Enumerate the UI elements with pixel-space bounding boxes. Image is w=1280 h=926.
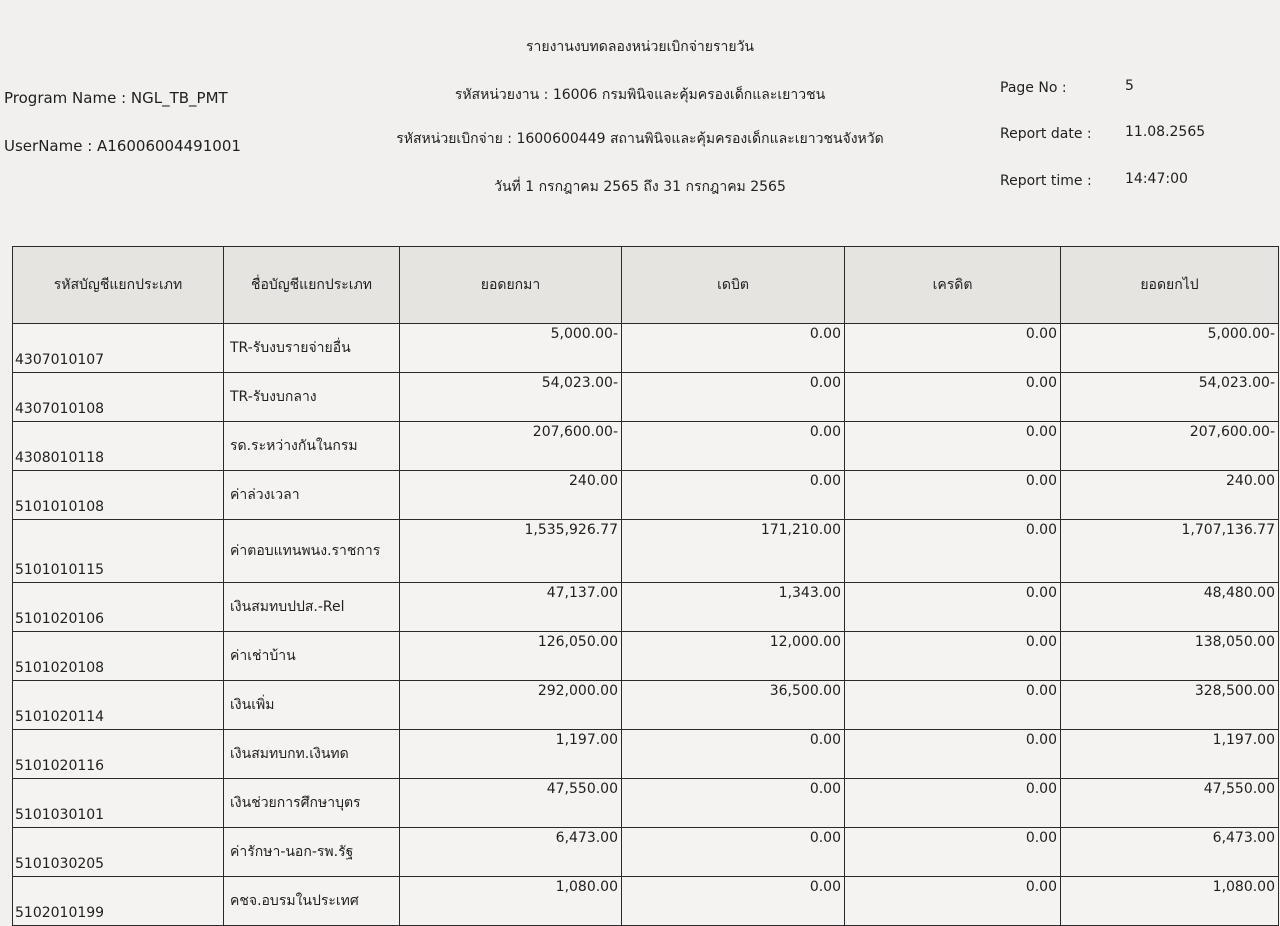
disbursing-unit-line: รหัสหน่วยเบิกจ่าย : 1600600449 สถานพินิจและคุ้มครองเด็กและเยาวชนจังหวัด bbox=[396, 131, 884, 147]
account-code: 5102010199 bbox=[13, 877, 224, 926]
account-code: 5101020116 bbox=[13, 730, 224, 779]
credit: 0.00 bbox=[845, 828, 1061, 877]
debit: 0.00 bbox=[622, 779, 845, 828]
column-header-account-code: รหัสบัญชีแยกประเภท bbox=[13, 247, 224, 324]
credit: 0.00 bbox=[845, 422, 1061, 471]
account-code: 5101020108 bbox=[13, 632, 224, 681]
debit: 36,500.00 bbox=[622, 681, 845, 730]
carried-forward: 240.00 bbox=[1061, 471, 1279, 520]
table-row bbox=[13, 422, 1279, 471]
credit: 0.00 bbox=[845, 632, 1061, 681]
report-date-value: 11.08.2565 bbox=[1125, 124, 1206, 140]
debit: 0.00 bbox=[622, 373, 845, 422]
debit: 0.00 bbox=[622, 730, 845, 779]
user-name: UserName : A16006004491001 bbox=[4, 137, 241, 155]
brought-forward: 1,197.00 bbox=[400, 730, 622, 779]
brought-forward: 47,137.00 bbox=[400, 583, 622, 632]
account-name: เงินช่วยการศึกษาบุตร bbox=[224, 779, 400, 828]
debit: 12,000.00 bbox=[622, 632, 845, 681]
brought-forward: 54,023.00- bbox=[400, 373, 622, 422]
table-row bbox=[13, 520, 1279, 583]
account-name: ค่าล่วงเวลา bbox=[224, 471, 400, 520]
account-name: เงินสมทบปปส.-Rel bbox=[224, 583, 400, 632]
table-row bbox=[13, 828, 1279, 877]
table-row bbox=[13, 324, 1279, 373]
brought-forward: 47,550.00 bbox=[400, 779, 622, 828]
credit: 0.00 bbox=[845, 324, 1061, 373]
column-header-credit: เครดิต bbox=[845, 247, 1061, 324]
debit: 0.00 bbox=[622, 471, 845, 520]
credit: 0.00 bbox=[845, 730, 1061, 779]
page-no-value: 5 bbox=[1125, 78, 1134, 94]
column-header-account-name: ชื่อบัญชีแยกประเภท bbox=[224, 247, 400, 324]
credit: 0.00 bbox=[845, 779, 1061, 828]
carried-forward: 6,473.00 bbox=[1061, 828, 1279, 877]
table-row bbox=[13, 471, 1279, 520]
carried-forward: 48,480.00 bbox=[1061, 583, 1279, 632]
account-name: ค่ารักษา-นอก-รพ.รัฐ bbox=[224, 828, 400, 877]
debit: 171,210.00 bbox=[622, 520, 845, 583]
credit: 0.00 bbox=[845, 373, 1061, 422]
account-name: คชจ.อบรมในประเทศ bbox=[224, 877, 400, 926]
carried-forward: 54,023.00- bbox=[1061, 373, 1279, 422]
program-name: Program Name : NGL_TB_PMT bbox=[4, 89, 228, 107]
brought-forward: 1,535,926.77 bbox=[400, 520, 622, 583]
account-code: 4308010118 bbox=[13, 422, 224, 471]
column-header-debit: เดบิต bbox=[622, 247, 845, 324]
table-row bbox=[13, 583, 1279, 632]
account-code: 5101030101 bbox=[13, 779, 224, 828]
brought-forward: 240.00 bbox=[400, 471, 622, 520]
brought-forward: 207,600.00- bbox=[400, 422, 622, 471]
brought-forward: 292,000.00 bbox=[400, 681, 622, 730]
carried-forward: 207,600.00- bbox=[1061, 422, 1279, 471]
table-header-row bbox=[13, 247, 1279, 324]
period-line: วันที่ 1 กรกฎาคม 2565 ถึง 31 กรกฎาคม 2565 bbox=[494, 179, 786, 195]
account-name: รด.ระหว่างกันในกรม bbox=[224, 422, 400, 471]
debit: 0.00 bbox=[622, 828, 845, 877]
account-code: 5101020106 bbox=[13, 583, 224, 632]
credit: 0.00 bbox=[845, 877, 1061, 926]
brought-forward: 5,000.00- bbox=[400, 324, 622, 373]
brought-forward: 1,080.00 bbox=[400, 877, 622, 926]
brought-forward: 126,050.00 bbox=[400, 632, 622, 681]
account-code: 4307010108 bbox=[13, 373, 224, 422]
table-row bbox=[13, 730, 1279, 779]
debit: 0.00 bbox=[622, 877, 845, 926]
account-name: TR-รับงบกลาง bbox=[224, 373, 400, 422]
table-row bbox=[13, 779, 1279, 828]
column-header-carried-forward: ยอดยกไป bbox=[1061, 247, 1279, 324]
account-code: 5101010108 bbox=[13, 471, 224, 520]
credit: 0.00 bbox=[845, 520, 1061, 583]
account-code: 4307010107 bbox=[13, 324, 224, 373]
carried-forward: 138,050.00 bbox=[1061, 632, 1279, 681]
report-date-label: Report date : bbox=[1000, 126, 1092, 142]
debit: 1,343.00 bbox=[622, 583, 845, 632]
trial-balance-table bbox=[12, 246, 1279, 926]
agency-line: รหัสหน่วยงาน : 16006 กรมพินิจและคุ้มครองเด็กและเยาวชน bbox=[454, 87, 826, 103]
report-title: รายงานงบทดลองหน่วยเบิกจ่ายรายวัน bbox=[525, 39, 754, 55]
table-row bbox=[13, 681, 1279, 730]
brought-forward: 6,473.00 bbox=[400, 828, 622, 877]
account-name: เงินสมทบกท.เงินทด bbox=[224, 730, 400, 779]
table-row bbox=[13, 373, 1279, 422]
report-time-label: Report time : bbox=[1000, 173, 1092, 189]
account-name: ค่าตอบแทนพนง.ราชการ bbox=[224, 520, 400, 583]
account-code: 5101010115 bbox=[13, 520, 224, 583]
account-code: 5101030205 bbox=[13, 828, 224, 877]
table-row bbox=[13, 877, 1279, 926]
account-name: เงินเพิ่ม bbox=[224, 681, 400, 730]
credit: 0.00 bbox=[845, 681, 1061, 730]
table-row bbox=[13, 632, 1279, 681]
carried-forward: 328,500.00 bbox=[1061, 681, 1279, 730]
column-header-brought-forward: ยอดยกมา bbox=[400, 247, 622, 324]
page-no-label: Page No : bbox=[1000, 80, 1067, 96]
debit: 0.00 bbox=[622, 422, 845, 471]
report-time-value: 14:47:00 bbox=[1125, 171, 1188, 187]
account-name: TR-รับงบรายจ่ายอื่น bbox=[224, 324, 400, 373]
carried-forward: 1,197.00 bbox=[1061, 730, 1279, 779]
carried-forward: 47,550.00 bbox=[1061, 779, 1279, 828]
account-name: ค่าเช่าบ้าน bbox=[224, 632, 400, 681]
carried-forward: 5,000.00- bbox=[1061, 324, 1279, 373]
carried-forward: 1,080.00 bbox=[1061, 877, 1279, 926]
debit: 0.00 bbox=[622, 324, 845, 373]
carried-forward: 1,707,136.77 bbox=[1061, 520, 1279, 583]
credit: 0.00 bbox=[845, 471, 1061, 520]
account-code: 5101020114 bbox=[13, 681, 224, 730]
credit: 0.00 bbox=[845, 583, 1061, 632]
